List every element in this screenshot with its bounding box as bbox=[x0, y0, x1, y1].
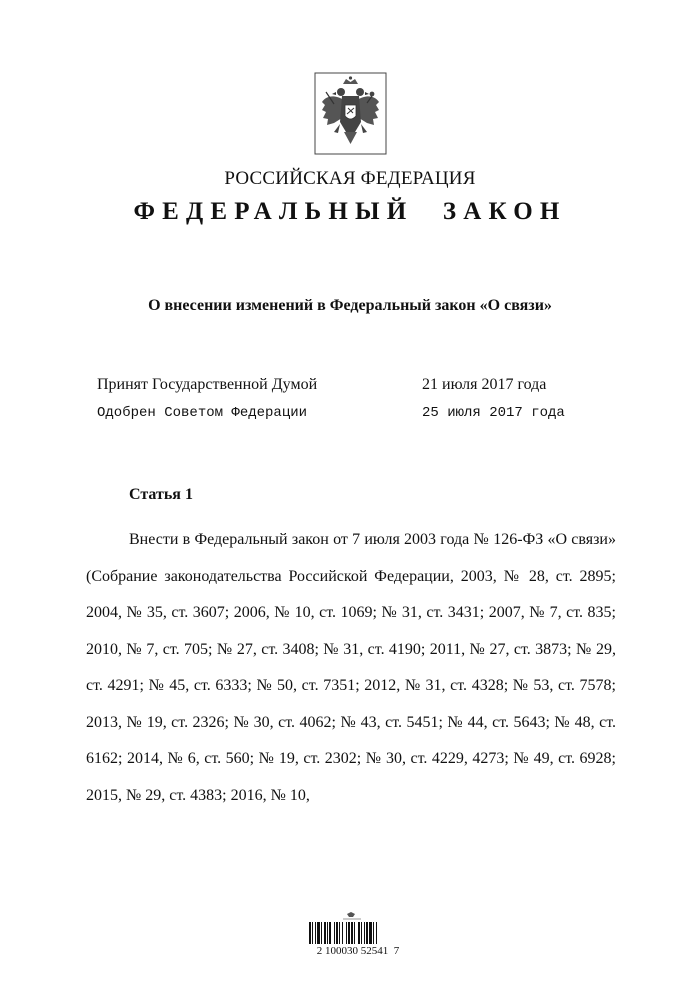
adopted-by-duma-date: 21 июля 2017 года bbox=[422, 376, 547, 393]
country-title: РОССИЙСКАЯ ФЕДЕРАЦИЯ bbox=[224, 168, 476, 189]
adopted-by-duma-label: Принят Государственной Думой bbox=[97, 376, 318, 393]
barcode-icon bbox=[303, 912, 413, 970]
document-type-title: ФЕДЕРАЛЬНЫЙ ЗАКОН bbox=[133, 198, 567, 225]
coat-of-arms-icon bbox=[314, 72, 387, 155]
approved-by-council-label: Одобрен Советом Федерации bbox=[97, 405, 308, 421]
barcode-number: 2 100030 52541 7 bbox=[316, 945, 400, 957]
article-text: Внести в Федеральный закон от 7 июля 2003 года № 126-ФЗ «О связи» (Собрание законодательства Российской Федерации, 2003, № 28, ст. 2895; 2004, № 35, ст. 3607; 2006, № 10, ст. 1069; № 31, ст. 3431; 2007, № 7, ст. 835; 2010, № 7, ст. 705; № 27, ст. 3408; № 31, ст. 4190; 2011, № 27, ст. 3873; № 29, ст. 4291; № 45, ст. 6333; № 50, ст. 7351; 2012, № 31, ст. 4328; № 53, ст. 7578; 2013, № 19, ст. 2326; № 30, ст. 4062; № 43, ст. 5451; № 44, ст. 5643; № 48, ст. 6162; 2014, № 6, ст. 560; № 19, ст. 2302; № 30, ст. 4229, 4273; № 49, ст. 6928; 2015, № 29, ст. 4383; 2016, № 10, bbox=[86, 531, 616, 804]
approved-by-council-date: 25 июля 2017 года bbox=[422, 405, 565, 421]
article-heading: Статья 1 bbox=[129, 486, 193, 503]
law-subject-title: О внесении изменений в Федеральный закон «О связи» bbox=[148, 297, 552, 314]
